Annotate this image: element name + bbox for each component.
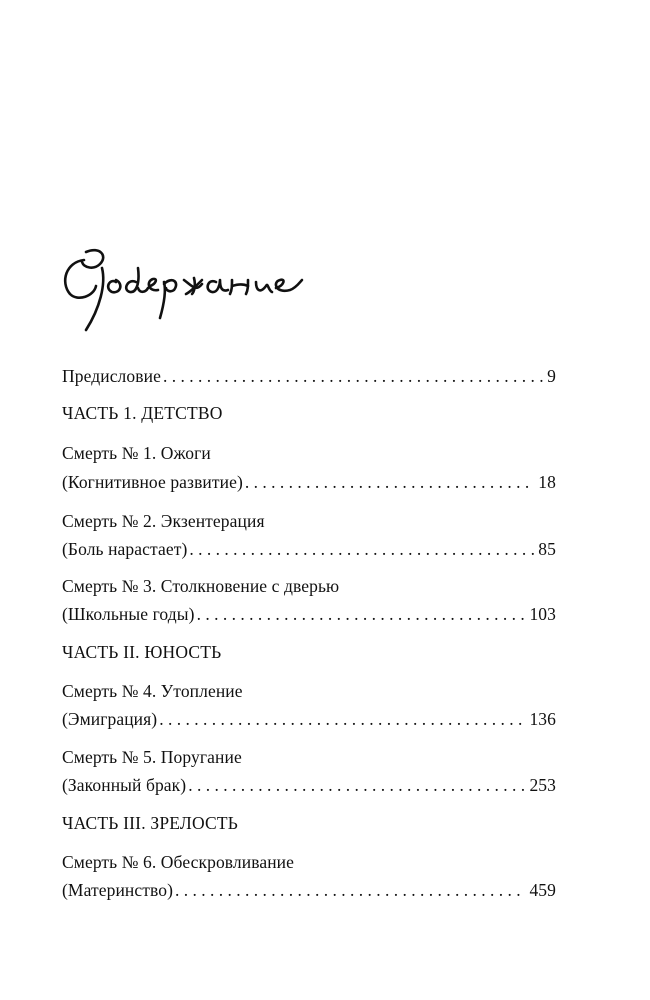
- toc-page-number: 136: [529, 709, 556, 729]
- toc-entry-subtitle: (Школьные годы): [62, 604, 195, 624]
- dot-leader: [188, 777, 525, 795]
- toc-entry-subtitle-row[interactable]: [62, 474, 556, 496]
- toc-entry-subtitle-row[interactable]: [62, 882, 556, 904]
- toc-page-number: 85: [538, 539, 556, 559]
- toc-entry-subtitle-row[interactable]: [62, 777, 556, 799]
- toc-entry-subtitle: (Материнство): [62, 880, 174, 900]
- part-heading-3[interactable]: ЧАСТЬ III. ЗРЕЛОСТЬ: [62, 813, 239, 833]
- toc-page-number: 9: [547, 366, 556, 386]
- toc-page-number: 18: [538, 472, 556, 492]
- dot-leader: [175, 882, 525, 900]
- dot-leader: [197, 606, 526, 624]
- part-heading-1[interactable]: ЧАСТЬ 1. ДЕТСТВО: [62, 403, 223, 423]
- dot-leader: [163, 368, 543, 386]
- toc-entry-label: Предисловие: [62, 366, 161, 386]
- toc-entry-title[interactable]: Смерть № 3. Столкновение с дверью: [62, 576, 340, 596]
- toc-entry-title[interactable]: Смерть № 5. Поругание: [62, 747, 242, 767]
- dot-leader: [245, 474, 534, 492]
- toc-entry-preface[interactable]: [62, 368, 556, 390]
- part-heading-2[interactable]: ЧАСТЬ II. ЮНОСТЬ: [62, 642, 222, 662]
- toc-page-number: 459: [529, 880, 556, 900]
- toc-entry-subtitle-row[interactable]: [62, 541, 556, 563]
- toc-heading-script: [56, 238, 316, 338]
- toc-entry-title[interactable]: Смерть № 2. Экзентерация: [62, 511, 265, 531]
- toc-entry-title[interactable]: Смерть № 6. Обескровливание: [62, 852, 295, 872]
- toc-entry-subtitle-row[interactable]: [62, 606, 556, 628]
- toc-entry-subtitle: (Когнитивное развитие): [62, 472, 243, 492]
- toc-entry-subtitle-row[interactable]: [62, 711, 556, 733]
- dot-leader: [159, 711, 525, 729]
- toc-entry-title[interactable]: Смерть № 4. Утопление: [62, 681, 243, 701]
- toc-page-number: 103: [529, 604, 556, 624]
- toc-entry-subtitle: (Боль нарастает): [62, 539, 188, 559]
- toc-entry-title[interactable]: Смерть № 1. Ожоги: [62, 443, 211, 463]
- script-heading-drawing: [56, 238, 316, 338]
- toc-entry-subtitle: (Законный брак): [62, 775, 187, 795]
- toc-entry-subtitle: (Эмиграция): [62, 709, 158, 729]
- dot-leader: [189, 541, 534, 559]
- toc-page-number: 253: [529, 775, 556, 795]
